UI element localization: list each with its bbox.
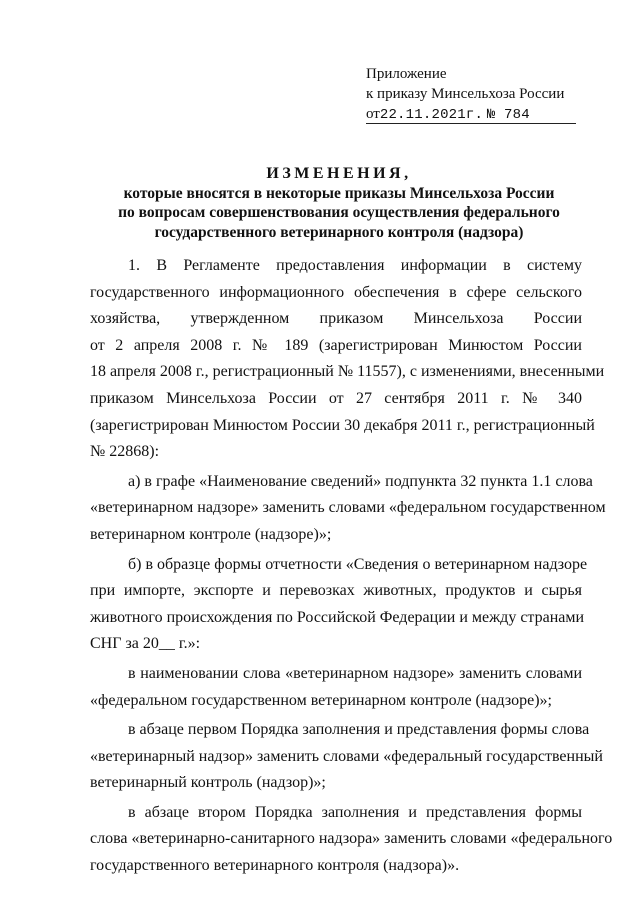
paragraph-a — [90, 469, 606, 549]
text-line: государственного ветеринарного контроля (надзора)». — [90, 857, 460, 875]
text-line: СНГ за 20__ г.»: — [90, 635, 201, 653]
paragraph-1 — [90, 253, 605, 466]
title-line-2: которые вносятся в некоторые приказы Минсельхоза России — [123, 184, 555, 202]
appendix-underline — [366, 123, 576, 124]
text-line: приказом Минсельхоза России от 27 сентября 2011 г. № 340 — [90, 389, 582, 407]
appendix-date-line — [366, 104, 564, 125]
text-line: хозяйства, утвержденном приказом Минсельхоза России — [90, 310, 582, 328]
appendix-label: Приложение — [366, 66, 447, 82]
appendix-number: № 784 — [486, 107, 530, 123]
paragraph-b — [90, 552, 588, 658]
appendix-block — [366, 64, 564, 125]
text-line: слова «ветеринарно-санитарного надзора» заменить словами «федерального — [90, 830, 613, 848]
appendix-order-ref: к приказу Минсельхоза России — [366, 86, 565, 102]
text-line: при импорте, экспорте и перевозках животных, продуктов и сырья — [90, 582, 582, 600]
paragraph-d — [90, 717, 603, 797]
text-line: (зарегистрирован Минюстом России 30 декабря 2011 г., регистрационный — [90, 416, 595, 434]
text-line: «федеральном государственном ветеринарном контроле (надзоре)»; — [90, 691, 552, 709]
text-line: в наименовании слова «ветеринарном надзоре» заменить словами — [128, 664, 582, 682]
text-line: животного происхождения по Российской Федерации и между странами — [90, 608, 585, 626]
title-line-3: по вопросам совершенствования осуществления федерального — [118, 204, 560, 221]
document-title — [96, 164, 582, 242]
paragraph-e — [90, 800, 613, 880]
title-line-4: государственного ветеринарного контроля (надзора) — [154, 223, 524, 241]
text-line: от 2 апреля 2008 г. № 189 (зарегистрирован Минюстом России — [90, 336, 582, 354]
appendix-date-prefix: от — [366, 106, 380, 122]
text-line: ветеринарном контроле (надзоре)»; — [90, 525, 332, 543]
text-line: б) в образце формы отчетности «Сведения о ветеринарном надзоре — [128, 555, 588, 573]
title-heading: ИЗМЕНЕНИЯ, — [266, 165, 412, 182]
text-line: № 22868): — [90, 443, 160, 461]
text-line: в абзаце первом Порядка заполнения и представления формы слова — [128, 721, 590, 739]
appendix-date: 22.11.2021г. — [379, 107, 484, 123]
document-body — [90, 253, 613, 880]
text-line: государственного информационного обеспечения в сфере сельского — [90, 283, 582, 301]
text-line: «ветеринарном надзоре» заменить словами «федеральном государственном — [90, 499, 606, 517]
text-line: а) в графе «Наименование сведений» подпункта 32 пункта 1.1 слова — [128, 472, 593, 490]
text-line: «ветеринарный надзор» заменить словами «федеральный государственный — [90, 747, 603, 765]
paragraph-c — [90, 661, 582, 714]
text-line: 1. В Регламенте предоставления информации в систему — [128, 257, 582, 274]
text-line: 18 апреля 2008 г., регистрационный № 11557), с изменениями, внесенными — [90, 363, 605, 381]
text-line: ветеринарный контроль (надзор)»; — [90, 774, 326, 792]
text-line: в абзаце втором Порядка заполнения и представления формы — [128, 803, 582, 821]
